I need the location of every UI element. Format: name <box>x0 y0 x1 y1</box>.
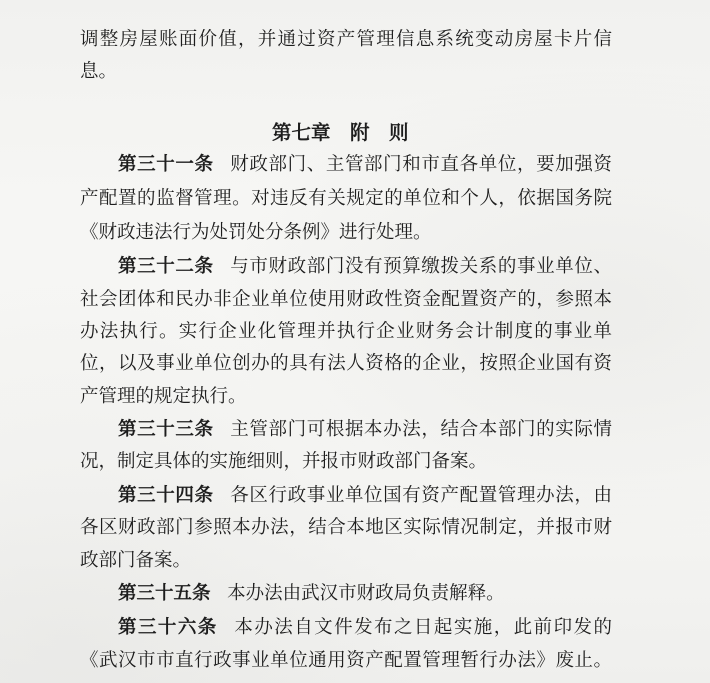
article-35-label: 第三十五条 <box>118 583 211 604</box>
article-line: 本办法自文件发布之日起实施，此前印发的 <box>234 617 612 638</box>
article-36-label: 第三十六条 <box>118 617 218 638</box>
article-line: 况，制定具体的实施细则，并报市财政部门备案。 <box>80 451 488 472</box>
article-line: 政部门备案。 <box>80 550 192 571</box>
article-line: 各区财政部门参照本办法，结合本地区实际情况制定，并报市财 <box>80 517 612 538</box>
article-line: 与市财政部门没有预算缴拨关系的事业单位、 <box>230 256 612 277</box>
article-36-first-line <box>118 617 612 639</box>
article-line: 各区行政事业单位国有资产配置管理办法，由 <box>230 485 612 506</box>
article-32-first-line <box>118 256 612 278</box>
article-line: 办法执行。实行企业化管理并执行企业财务会计制度的事业单 <box>80 321 612 342</box>
continuation-line: 调整房屋账面价值，并通过资产管理信息系统变动房屋卡片信 <box>80 29 612 50</box>
article-34-label: 第三十四条 <box>118 485 214 506</box>
article-line: 主管部门可根据本办法，结合本部门的实际情 <box>230 419 612 440</box>
article-32-label: 第三十二条 <box>118 256 214 277</box>
article-line: 产配置的监督管理。对违反有关规定的单位和个人，依据国务院 <box>80 188 612 209</box>
article-line: 财政部门、主管部门和市直各单位，要加强资 <box>230 154 612 175</box>
article-31-label: 第三十一条 <box>118 154 214 175</box>
chapter-heading: 第七章 附 则 <box>272 121 409 144</box>
continuation-line: 息。 <box>80 61 118 82</box>
article-34-first-line <box>118 485 612 507</box>
article-31-first-line <box>118 154 612 176</box>
article-line: 位，以及事业单位创办的具有法人资格的企业，按照企业国有资 <box>80 353 612 374</box>
article-35-first-line <box>118 583 612 605</box>
article-line: 产管理的规定执行。 <box>80 386 247 407</box>
article-line: 《武汉市市直行政事业单位通用资产配置管理暂行办法》废止。 <box>80 650 612 671</box>
article-33-first-line <box>118 419 612 441</box>
article-line: 《财政违法行为处罚处分条例》进行处理。 <box>80 222 432 243</box>
article-line: 本办法由武汉市财政局负责解释。 <box>227 583 505 604</box>
article-33-label: 第三十三条 <box>118 419 214 440</box>
article-line: 社会团体和民办非企业单位使用财政性资金配置资产的，参照本 <box>80 289 612 310</box>
